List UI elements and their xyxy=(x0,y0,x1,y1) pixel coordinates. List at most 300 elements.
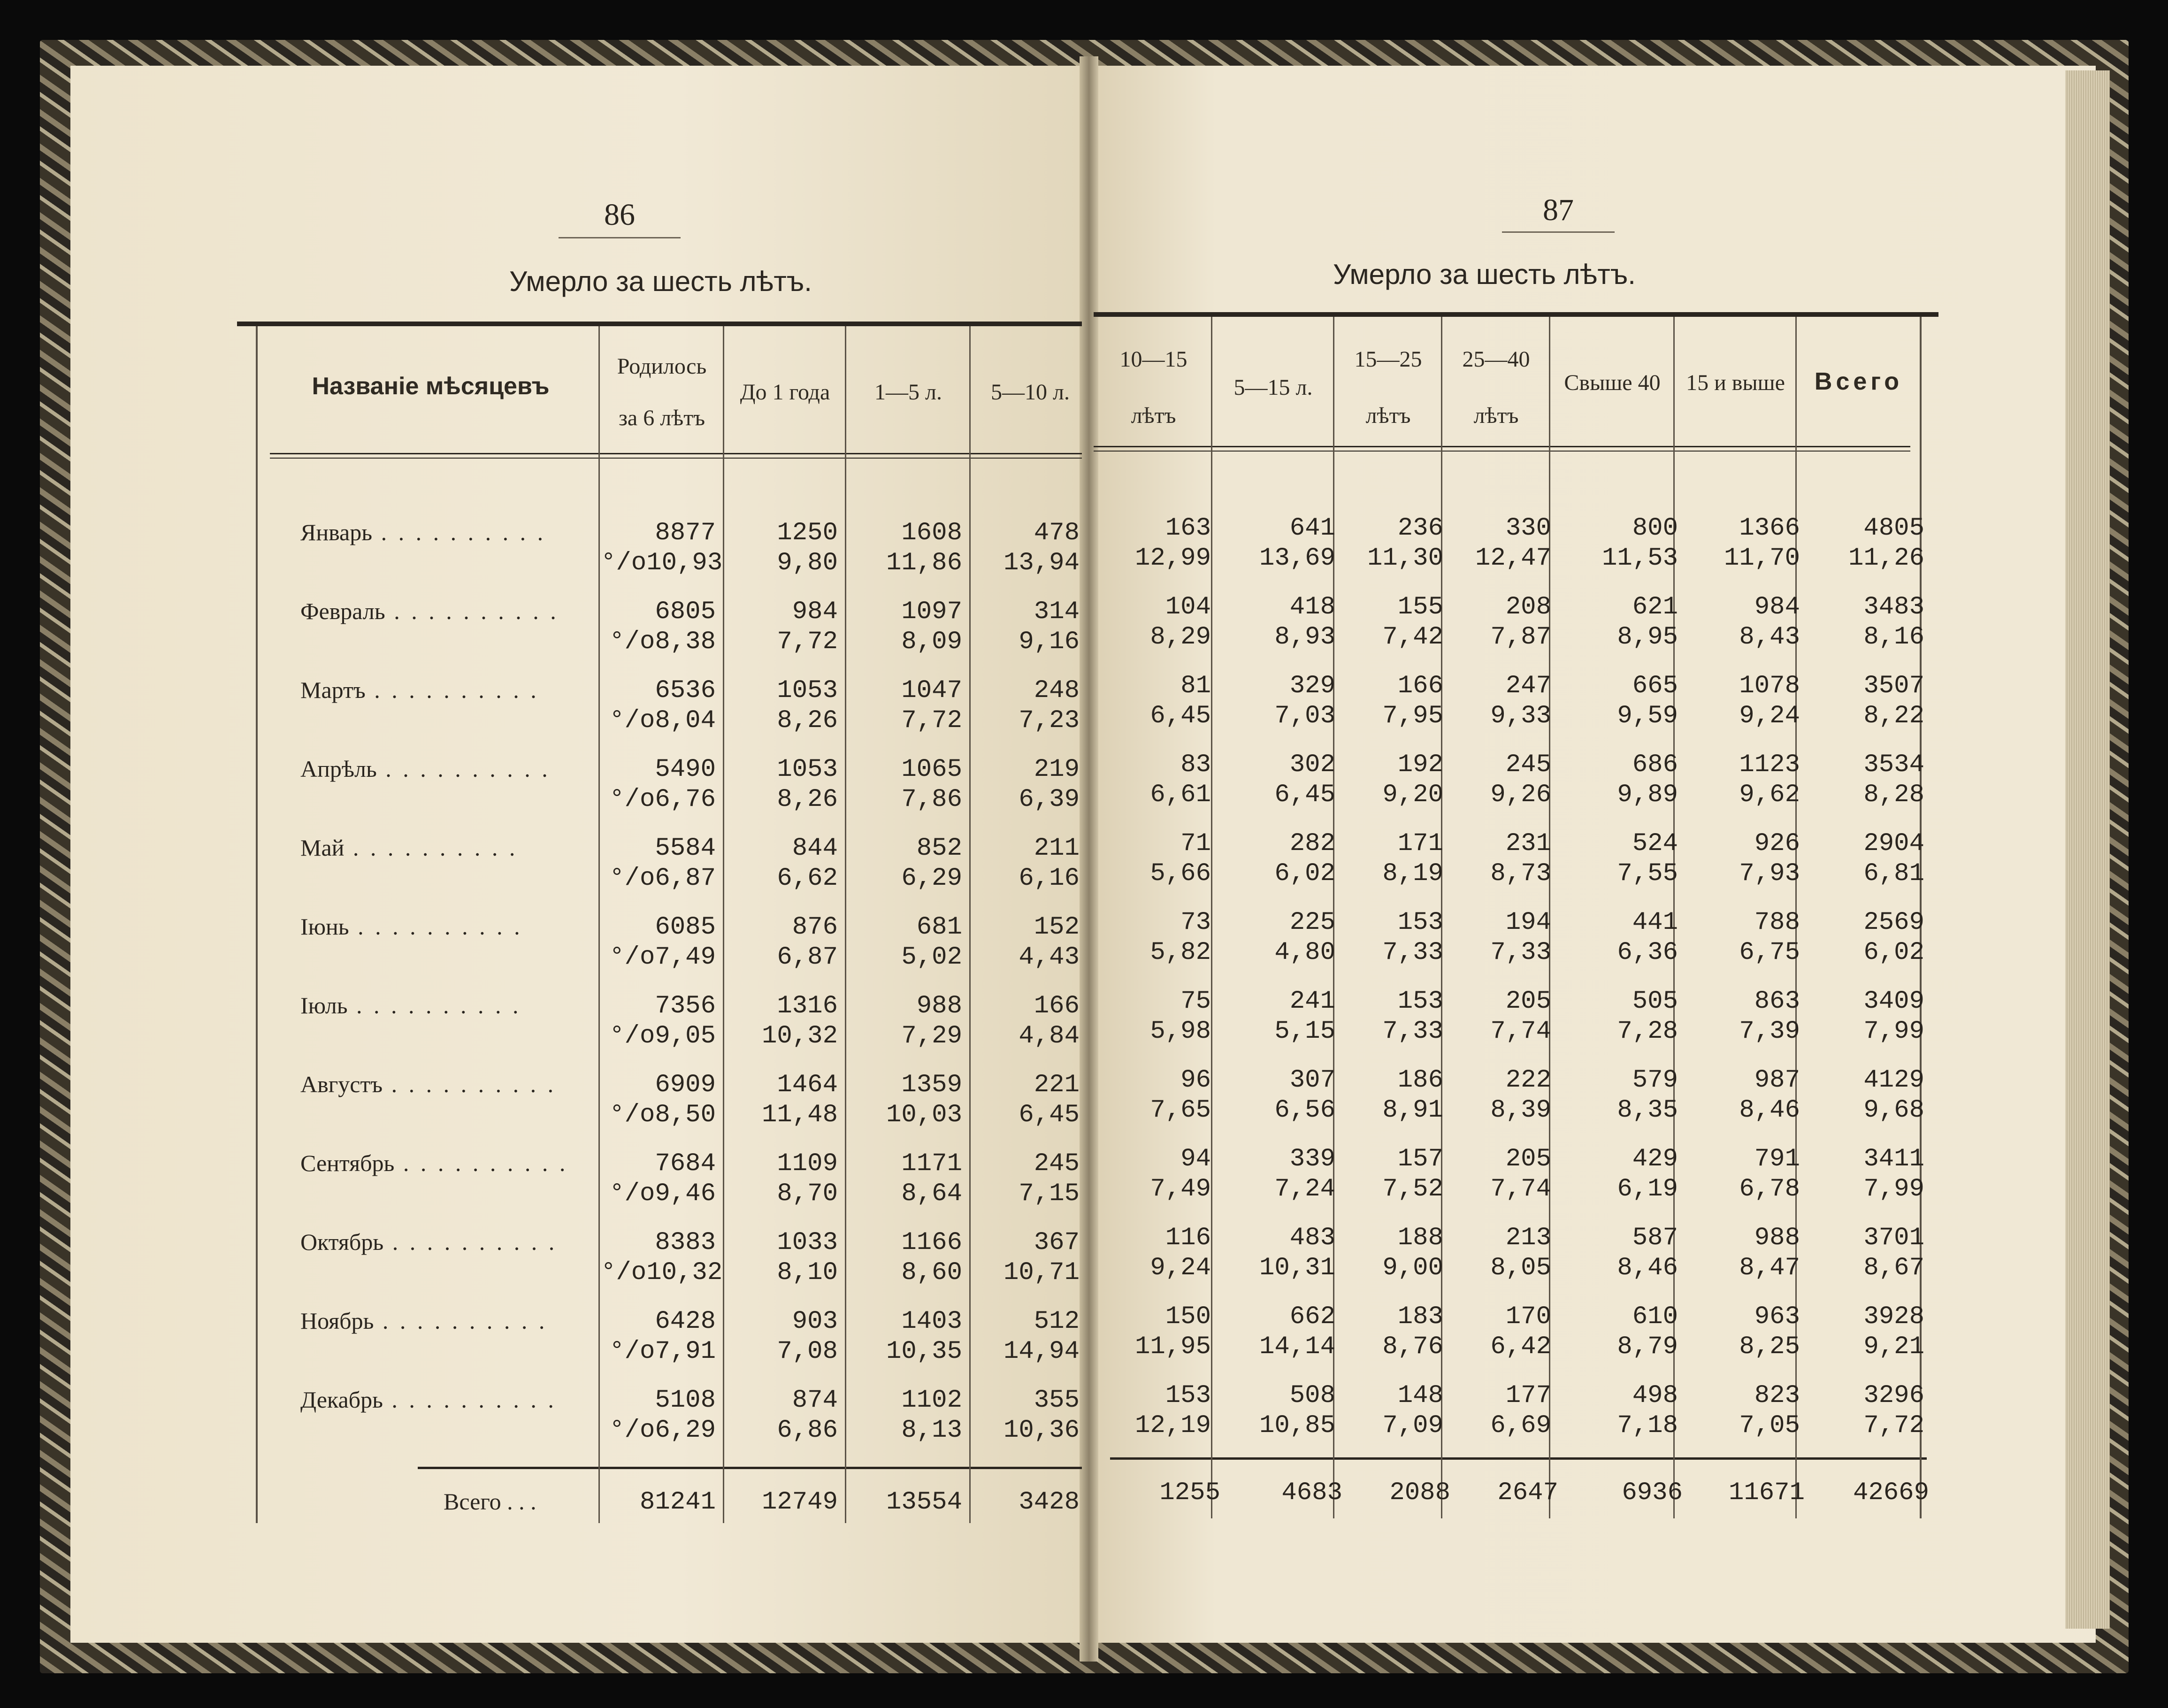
col-divider xyxy=(598,326,600,1523)
percent-y15up: 9,62 xyxy=(1739,781,1800,809)
total-5-10: 3428 xyxy=(1019,1488,1080,1517)
percent-y15_25: 7,33 xyxy=(1382,1017,1443,1046)
percent-under1: 7,72 xyxy=(777,628,838,656)
count-total: 3411 xyxy=(1863,1145,1924,1173)
count-y10_15: 163 xyxy=(1165,514,1211,543)
percent-y25_40: 12,47 xyxy=(1475,544,1551,573)
percent-under1: 8,70 xyxy=(777,1180,838,1208)
count-born: 7356 xyxy=(655,992,716,1020)
percent-over40: 11,53 xyxy=(1601,544,1678,573)
percent-y15_25: 9,20 xyxy=(1382,781,1443,809)
count-over40: 621 xyxy=(1632,593,1678,621)
percent-over40: 8,46 xyxy=(1617,1254,1678,1282)
percent-born: °/о10,32 xyxy=(601,1258,723,1287)
percent-y25_40: 8,05 xyxy=(1490,1254,1551,1282)
count-total: 3409 xyxy=(1863,987,1924,1016)
count-y1_5: 1065 xyxy=(901,755,962,784)
percent-y5_15: 8,93 xyxy=(1274,623,1335,651)
percent-y15_25: 7,33 xyxy=(1382,938,1443,967)
percent-y5_10: 10,36 xyxy=(1003,1416,1080,1445)
count-y5_15: 508 xyxy=(1289,1381,1335,1410)
percent-born: °/о7,49 xyxy=(609,943,716,972)
count-born: 5490 xyxy=(655,755,716,784)
percent-y5_10: 4,84 xyxy=(1019,1022,1080,1050)
percent-y15up: 7,39 xyxy=(1739,1017,1800,1046)
count-y15up: 1366 xyxy=(1739,514,1800,543)
percent-y5_15: 13,69 xyxy=(1259,544,1335,573)
count-y5_15: 662 xyxy=(1289,1302,1335,1331)
header-month: Названіе мѣсяцевъ xyxy=(312,373,550,400)
percent-y10_15: 7,49 xyxy=(1150,1175,1211,1203)
percent-total: 7,99 xyxy=(1863,1017,1924,1046)
percent-y5_15: 6,56 xyxy=(1274,1096,1335,1125)
count-y25_40: 231 xyxy=(1505,829,1551,858)
count-under1: 903 xyxy=(792,1307,838,1336)
month-name: Іюнь xyxy=(300,913,349,940)
count-y1_5: 1403 xyxy=(901,1307,962,1336)
percent-y15_25: 8,76 xyxy=(1382,1333,1443,1361)
count-y10_15: 96 xyxy=(1180,1066,1211,1095)
count-total: 3928 xyxy=(1863,1302,1924,1331)
month-name: Декабрь xyxy=(300,1386,383,1413)
count-y5_10: 355 xyxy=(1034,1386,1080,1415)
count-y5_15: 329 xyxy=(1289,672,1335,700)
month-name: Февраль xyxy=(300,598,385,624)
count-y1_5: 1166 xyxy=(901,1228,962,1257)
percent-y5_15: 7,03 xyxy=(1274,702,1335,730)
count-total: 3701 xyxy=(1863,1224,1924,1252)
month-label xyxy=(300,834,591,861)
count-y15_25: 148 xyxy=(1397,1381,1443,1410)
percent-y25_40: 8,73 xyxy=(1490,859,1551,888)
percent-y10_15: 5,66 xyxy=(1150,859,1211,888)
right-total-rule xyxy=(1110,1457,1927,1460)
percent-y1_5: 5,02 xyxy=(901,943,962,972)
left-table-border xyxy=(256,326,258,1523)
percent-born: °/о6,87 xyxy=(609,864,716,893)
percent-total: 7,99 xyxy=(1863,1175,1924,1203)
percent-y15_25: 11,30 xyxy=(1367,544,1443,573)
right-page-heading: Умерло за шесть лѣтъ. xyxy=(1333,259,1636,290)
count-born: 8383 xyxy=(655,1228,716,1257)
percent-y10_15: 5,98 xyxy=(1150,1017,1211,1046)
percent-over40: 8,95 xyxy=(1617,623,1678,651)
count-y5_15: 282 xyxy=(1289,829,1335,858)
percent-y15up: 6,75 xyxy=(1739,938,1800,967)
month-label xyxy=(300,1071,591,1098)
month-label xyxy=(300,913,591,940)
percent-y10_15: 12,99 xyxy=(1134,544,1211,573)
percent-born: °/о10,93 xyxy=(601,549,723,577)
header-10-15-1: 10—15 xyxy=(1119,347,1187,372)
right-page-number-rule xyxy=(1502,231,1615,233)
percent-over40: 7,18 xyxy=(1617,1411,1678,1440)
percent-y5_15: 6,45 xyxy=(1274,781,1335,809)
percent-under1: 8,26 xyxy=(777,706,838,735)
month-label xyxy=(300,1228,591,1256)
count-y5_15: 339 xyxy=(1289,1145,1335,1173)
percent-total: 6,02 xyxy=(1863,938,1924,967)
count-y25_40: 205 xyxy=(1505,1145,1551,1173)
count-born: 6085 xyxy=(655,913,716,942)
percent-under1: 10,32 xyxy=(761,1022,838,1050)
leader-dots: . . . . . . . . . . xyxy=(385,598,559,624)
percent-over40: 7,55 xyxy=(1617,859,1678,888)
count-y1_5: 681 xyxy=(916,913,962,942)
count-y15_25: 153 xyxy=(1397,987,1443,1016)
count-y15_25: 236 xyxy=(1397,514,1443,543)
left-header-bottom-rule xyxy=(270,453,1082,454)
percent-y25_40: 7,74 xyxy=(1490,1175,1551,1203)
count-y15_25: 171 xyxy=(1397,829,1443,858)
month-name: Ноябрь xyxy=(300,1308,374,1334)
right-header-bottom-rule xyxy=(1094,446,1910,447)
percent-y25_40: 7,33 xyxy=(1490,938,1551,967)
percent-y15up: 6,78 xyxy=(1739,1175,1800,1203)
percent-over40: 8,79 xyxy=(1617,1333,1678,1361)
count-born: 7684 xyxy=(655,1149,716,1178)
percent-y5_10: 10,71 xyxy=(1003,1258,1080,1287)
count-y1_5: 1171 xyxy=(901,1149,962,1178)
count-total: 4129 xyxy=(1863,1066,1924,1095)
percent-over40: 6,36 xyxy=(1617,938,1678,967)
percent-y5_15: 5,15 xyxy=(1274,1017,1335,1046)
percent-y25_40: 7,74 xyxy=(1490,1017,1551,1046)
count-y5_10: 166 xyxy=(1034,992,1080,1020)
count-y15up: 1123 xyxy=(1739,751,1800,779)
header-1-5: 1—5 л. xyxy=(874,380,942,405)
total-1-5: 13554 xyxy=(886,1488,962,1517)
header-born-2: за 6 лѣтъ xyxy=(618,406,705,430)
count-y5_15: 241 xyxy=(1289,987,1335,1016)
count-y25_40: 245 xyxy=(1505,751,1551,779)
count-born: 5584 xyxy=(655,834,716,863)
percent-y1_5: 7,86 xyxy=(901,785,962,814)
count-y15_25: 153 xyxy=(1397,908,1443,937)
count-y10_15: 81 xyxy=(1180,672,1211,700)
leader-dots: . . . . . . . . . . xyxy=(383,1386,557,1413)
percent-y1_5: 7,72 xyxy=(901,706,962,735)
count-y10_15: 83 xyxy=(1180,751,1211,779)
month-name: Январь xyxy=(300,519,373,545)
count-born: 8877 xyxy=(655,519,716,547)
leader-dots: . . . . . . . . . . xyxy=(365,677,539,703)
percent-y1_5: 10,03 xyxy=(886,1101,962,1129)
count-y5_10: 478 xyxy=(1034,519,1080,547)
percent-total: 8,16 xyxy=(1863,623,1924,651)
count-y25_40: 222 xyxy=(1505,1066,1551,1095)
percent-under1: 8,10 xyxy=(777,1258,838,1287)
count-y10_15: 73 xyxy=(1180,908,1211,937)
count-over40: 665 xyxy=(1632,672,1678,700)
total-total: 42669 xyxy=(1853,1478,1929,1507)
count-total: 3534 xyxy=(1863,751,1924,779)
count-y5_10: 211 xyxy=(1034,834,1080,863)
count-y25_40: 205 xyxy=(1505,987,1551,1016)
count-y15_25: 186 xyxy=(1397,1066,1443,1095)
leader-dots: . . . . . . . . . . xyxy=(349,913,523,940)
percent-under1: 6,87 xyxy=(777,943,838,972)
header-over40: Свыше 40 xyxy=(1564,370,1661,395)
col-divider xyxy=(1211,317,1212,1518)
month-name: Апрѣль xyxy=(300,756,377,782)
percent-y25_40: 9,33 xyxy=(1490,702,1551,730)
count-y25_40: 170 xyxy=(1505,1302,1551,1331)
percent-y5_15: 7,24 xyxy=(1274,1175,1335,1203)
count-under1: 844 xyxy=(792,834,838,863)
percent-y15_25: 8,91 xyxy=(1382,1096,1443,1125)
month-label xyxy=(300,992,591,1019)
percent-total: 6,81 xyxy=(1863,859,1924,888)
percent-under1: 9,80 xyxy=(777,549,838,577)
percent-y5_10: 4,43 xyxy=(1019,943,1080,972)
count-y15up: 926 xyxy=(1754,829,1800,858)
percent-y10_15: 9,24 xyxy=(1150,1254,1211,1282)
count-over40: 498 xyxy=(1632,1381,1678,1410)
percent-y15_25: 8,19 xyxy=(1382,859,1443,888)
count-y15_25: 192 xyxy=(1397,751,1443,779)
month-label xyxy=(300,1149,591,1177)
month-label xyxy=(300,1307,591,1334)
percent-total: 11,26 xyxy=(1848,544,1924,573)
count-total: 3483 xyxy=(1863,593,1924,621)
count-y1_5: 1608 xyxy=(901,519,962,547)
leader-dots: . . . . . . . . . . xyxy=(374,1308,548,1334)
percent-total: 8,28 xyxy=(1863,781,1924,809)
percent-y5_15: 6,02 xyxy=(1274,859,1335,888)
count-over40: 610 xyxy=(1632,1302,1678,1331)
left-header-bottom-rule-2 xyxy=(270,458,1082,459)
count-under1: 874 xyxy=(792,1386,838,1415)
percent-y15_25: 7,95 xyxy=(1382,702,1443,730)
count-y5_10: 152 xyxy=(1034,913,1080,942)
total-15-25: 2088 xyxy=(1389,1478,1450,1507)
count-born: 6428 xyxy=(655,1307,716,1336)
count-under1: 1464 xyxy=(777,1071,838,1099)
percent-y15_25: 9,00 xyxy=(1382,1254,1443,1282)
count-over40: 524 xyxy=(1632,829,1678,858)
count-y15up: 963 xyxy=(1754,1302,1800,1331)
page-edges xyxy=(2065,70,2110,1629)
left-page-number-rule xyxy=(559,237,681,238)
count-y10_15: 150 xyxy=(1165,1302,1211,1331)
percent-under1: 7,08 xyxy=(777,1337,838,1366)
percent-total: 9,21 xyxy=(1863,1333,1924,1361)
left-total-rule xyxy=(418,1467,1082,1469)
percent-y5_10: 9,16 xyxy=(1019,628,1080,656)
count-born: 6909 xyxy=(655,1071,716,1099)
total-15up: 11671 xyxy=(1728,1478,1805,1507)
percent-under1: 8,26 xyxy=(777,785,838,814)
count-under1: 1033 xyxy=(777,1228,838,1257)
header-under1: До 1 года xyxy=(740,380,830,405)
count-y1_5: 852 xyxy=(916,834,962,863)
total-born: 81241 xyxy=(639,1488,716,1517)
count-y15up: 863 xyxy=(1754,987,1800,1016)
count-y10_15: 104 xyxy=(1165,593,1211,621)
leader-dots: . . . . . . . . . . xyxy=(383,1071,557,1097)
count-y15up: 1078 xyxy=(1739,672,1800,700)
percent-under1: 6,62 xyxy=(777,864,838,893)
count-y5_10: 367 xyxy=(1034,1228,1080,1257)
percent-y25_40: 6,42 xyxy=(1490,1333,1551,1361)
percent-over40: 6,19 xyxy=(1617,1175,1678,1203)
total-10-15: 1255 xyxy=(1159,1478,1220,1507)
count-born: 6805 xyxy=(655,597,716,626)
count-total: 3507 xyxy=(1863,672,1924,700)
header-15up: 15 и выше xyxy=(1686,370,1785,395)
count-y10_15: 116 xyxy=(1165,1224,1211,1252)
percent-y15_25: 7,42 xyxy=(1382,623,1443,651)
month-label xyxy=(300,597,591,625)
count-y5_15: 418 xyxy=(1289,593,1335,621)
count-y10_15: 153 xyxy=(1165,1381,1211,1410)
percent-y10_15: 6,45 xyxy=(1150,702,1211,730)
count-under1: 1109 xyxy=(777,1149,838,1178)
percent-y15up: 11,70 xyxy=(1724,544,1800,573)
count-total: 3296 xyxy=(1863,1381,1924,1410)
count-y5_15: 225 xyxy=(1289,908,1335,937)
percent-y25_40: 8,39 xyxy=(1490,1096,1551,1125)
count-y10_15: 94 xyxy=(1180,1145,1211,1173)
count-y25_40: 177 xyxy=(1505,1381,1551,1410)
total-25-40: 2647 xyxy=(1497,1478,1558,1507)
percent-born: °/о9,46 xyxy=(609,1180,716,1208)
percent-over40: 9,89 xyxy=(1617,781,1678,809)
left-page-heading: Умерло за шесть лѣтъ. xyxy=(509,266,812,297)
percent-y1_5: 8,60 xyxy=(901,1258,962,1287)
percent-y15up: 9,24 xyxy=(1739,702,1800,730)
count-y25_40: 330 xyxy=(1505,514,1551,543)
count-under1: 1053 xyxy=(777,676,838,705)
count-y15up: 988 xyxy=(1754,1224,1800,1252)
count-y15_25: 155 xyxy=(1397,593,1443,621)
count-y1_5: 1102 xyxy=(901,1386,962,1415)
count-over40: 429 xyxy=(1632,1145,1678,1173)
percent-y1_5: 8,13 xyxy=(901,1416,962,1445)
percent-total: 7,72 xyxy=(1863,1411,1924,1440)
month-name: Октябрь xyxy=(300,1229,384,1255)
count-y15_25: 183 xyxy=(1397,1302,1443,1331)
count-y5_10: 314 xyxy=(1034,597,1080,626)
percent-y15up: 8,43 xyxy=(1739,623,1800,651)
percent-y5_15: 10,85 xyxy=(1259,1411,1335,1440)
col-divider xyxy=(845,326,846,1523)
count-y15_25: 157 xyxy=(1397,1145,1443,1173)
percent-y10_15: 5,82 xyxy=(1150,938,1211,967)
count-y5_10: 248 xyxy=(1034,676,1080,705)
right-table-top-rule xyxy=(1094,312,1938,317)
count-over40: 800 xyxy=(1632,514,1678,543)
header-5-10: 5—10 л. xyxy=(991,380,1070,405)
left-table-top-rule xyxy=(237,322,1082,326)
percent-y15up: 7,93 xyxy=(1739,859,1800,888)
month-label xyxy=(300,676,591,704)
count-total: 4805 xyxy=(1863,514,1924,543)
percent-born: °/о7,91 xyxy=(609,1337,716,1366)
percent-over40: 7,28 xyxy=(1617,1017,1678,1046)
count-y25_40: 194 xyxy=(1505,908,1551,937)
percent-y25_40: 9,26 xyxy=(1490,781,1551,809)
count-over40: 587 xyxy=(1632,1224,1678,1252)
percent-born: °/о6,76 xyxy=(609,785,716,814)
percent-y25_40: 6,69 xyxy=(1490,1411,1551,1440)
percent-y5_15: 4,80 xyxy=(1274,938,1335,967)
percent-y25_40: 7,87 xyxy=(1490,623,1551,651)
right-page-number: 87 xyxy=(1543,193,1574,227)
count-total: 2569 xyxy=(1863,908,1924,937)
leader-dots: . . . . . . . . . . xyxy=(344,835,518,861)
month-name: Іюль xyxy=(300,992,348,1019)
percent-y15up: 8,46 xyxy=(1739,1096,1800,1125)
percent-y5_10: 14,94 xyxy=(1003,1337,1080,1366)
count-y5_10: 219 xyxy=(1034,755,1080,784)
percent-y5_10: 7,15 xyxy=(1019,1180,1080,1208)
percent-y10_15: 12,19 xyxy=(1134,1411,1211,1440)
percent-y5_10: 6,16 xyxy=(1019,864,1080,893)
count-y5_15: 483 xyxy=(1289,1224,1335,1252)
count-y1_5: 1097 xyxy=(901,597,962,626)
percent-y10_15: 11,95 xyxy=(1134,1333,1211,1361)
count-y5_10: 221 xyxy=(1034,1071,1080,1099)
book-gutter xyxy=(1080,56,1098,1662)
count-y15up: 788 xyxy=(1754,908,1800,937)
percent-y5_15: 10,31 xyxy=(1259,1254,1335,1282)
count-y15up: 987 xyxy=(1754,1066,1800,1095)
percent-over40: 8,35 xyxy=(1617,1096,1678,1125)
percent-y10_15: 8,29 xyxy=(1150,623,1211,651)
percent-born: °/о8,50 xyxy=(609,1101,716,1129)
left-page-number: 86 xyxy=(604,198,635,232)
percent-y10_15: 6,61 xyxy=(1150,781,1211,809)
leader-dots: . . . . . . . . . . xyxy=(347,992,521,1019)
percent-y1_5: 11,86 xyxy=(886,549,962,577)
col-divider xyxy=(969,326,971,1523)
percent-y1_5: 6,29 xyxy=(901,864,962,893)
count-under1: 1250 xyxy=(777,519,838,547)
count-y5_15: 307 xyxy=(1289,1066,1335,1095)
percent-y5_10: 7,23 xyxy=(1019,706,1080,735)
percent-total: 9,68 xyxy=(1863,1096,1924,1125)
percent-y15up: 8,47 xyxy=(1739,1254,1800,1282)
count-y1_5: 1047 xyxy=(901,676,962,705)
leader-dots: . . . . . . . . . . xyxy=(372,519,546,545)
count-y1_5: 988 xyxy=(916,992,962,1020)
percent-total: 8,67 xyxy=(1863,1254,1924,1282)
header-total: Всего xyxy=(1814,368,1903,395)
percent-y15_25: 7,52 xyxy=(1382,1175,1443,1203)
month-label xyxy=(300,755,591,782)
header-5-15: 5—15 л. xyxy=(1233,375,1313,400)
percent-y15_25: 7,09 xyxy=(1382,1411,1443,1440)
percent-y5_10: 13,94 xyxy=(1003,549,1080,577)
total-5-15: 4683 xyxy=(1281,1478,1342,1507)
percent-under1: 6,86 xyxy=(777,1416,838,1445)
month-name: Сентябрь xyxy=(300,1150,395,1176)
count-over40: 505 xyxy=(1632,987,1678,1016)
count-under1: 1316 xyxy=(777,992,838,1020)
total-label: Всего . . . xyxy=(444,1488,536,1515)
percent-y10_15: 7,65 xyxy=(1150,1096,1211,1125)
count-y10_15: 75 xyxy=(1180,987,1211,1016)
count-born: 5108 xyxy=(655,1386,716,1415)
count-y15_25: 188 xyxy=(1397,1224,1443,1252)
count-y15_25: 166 xyxy=(1397,672,1443,700)
percent-y1_5: 7,29 xyxy=(901,1022,962,1050)
count-total: 2904 xyxy=(1863,829,1924,858)
count-born: 6536 xyxy=(655,676,716,705)
header-15-25-1: 15—25 xyxy=(1354,347,1422,372)
